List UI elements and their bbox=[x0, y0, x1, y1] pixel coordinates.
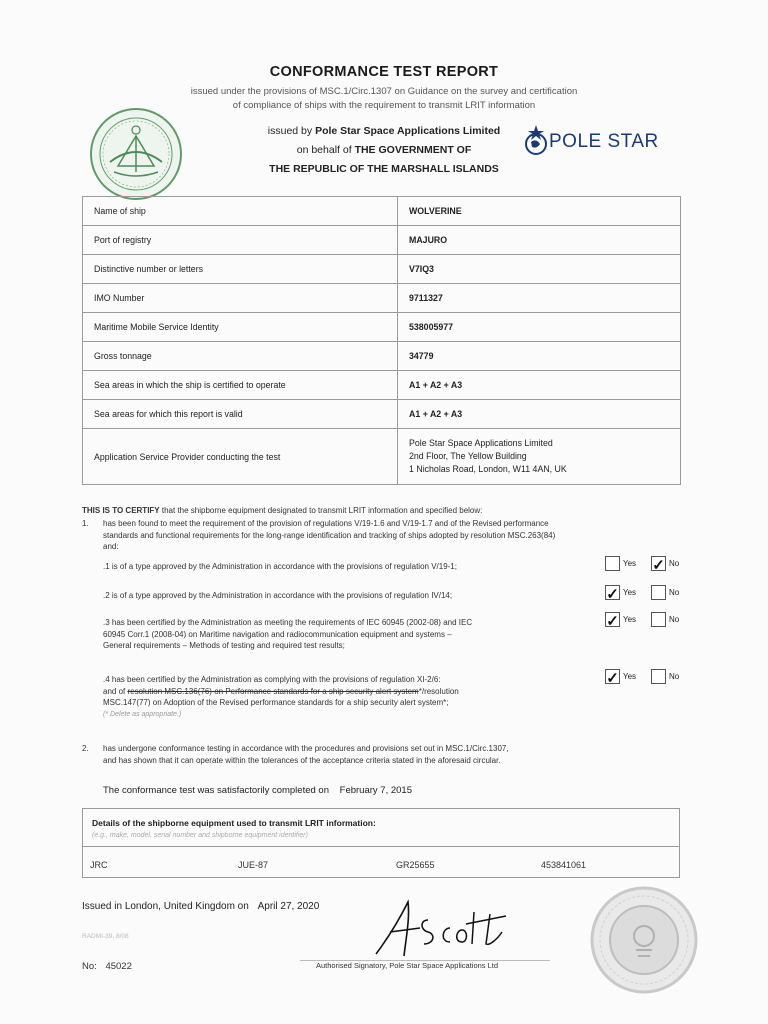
yes-label: Yes bbox=[623, 588, 637, 597]
ship-detail-value: 9711327 bbox=[398, 284, 681, 313]
asp-value bbox=[398, 429, 681, 485]
item-1-line-2: standards and functional requirements for the long-range identification and tracking of ships adopted by resolution MSC.263(84) bbox=[103, 530, 556, 540]
on-behalf-line bbox=[200, 144, 568, 156]
item-2-line-2: and has shown that it can operate within the tolerances of the acceptance criteria stated in the aforesaid circular. bbox=[103, 755, 501, 765]
no-checkbox[interactable] bbox=[651, 585, 666, 600]
delete-note: (* Delete as appropriate.) bbox=[103, 710, 182, 718]
issued-in-place: London, bbox=[124, 901, 161, 912]
ship-detail-value: WOLVERINE bbox=[398, 197, 681, 226]
certificate-number bbox=[82, 961, 132, 972]
ship-detail-label: Port of registry bbox=[83, 226, 398, 255]
on-behalf-prefix: on behalf of bbox=[296, 144, 352, 156]
item-2-text bbox=[103, 743, 683, 766]
item-1-line-3: and: bbox=[103, 542, 119, 551]
ship-detail-row bbox=[83, 342, 681, 371]
ship-detail-value: MAJURO bbox=[398, 226, 681, 255]
sub-3-text bbox=[103, 617, 593, 652]
checkmark-icon: ✓ bbox=[606, 586, 619, 603]
issued-in-country: United Kingdom on bbox=[163, 901, 249, 912]
ship-detail-label: Gross tonnage bbox=[83, 342, 398, 371]
signature-mark bbox=[366, 898, 516, 960]
pole-star-logo-text: POLE STAR bbox=[549, 131, 659, 152]
sub-4-text bbox=[103, 674, 593, 720]
sub-4-struck-prefix: and of bbox=[103, 686, 126, 696]
sub-1-text: .1 is of a type approved by the Administration in accordance with the provisions of regulation V/19-1; bbox=[103, 562, 457, 571]
asp-line-1: Pole Star Space Applications Limited bbox=[409, 438, 553, 448]
signature-label: Authorised Signatory, Pole Star Space Applications Ltd bbox=[316, 961, 499, 970]
yes-checkbox[interactable] bbox=[605, 556, 620, 571]
ship-detail-label: Sea areas for which this report is valid bbox=[83, 400, 398, 429]
yes-checkbox[interactable] bbox=[605, 585, 620, 603]
issued-by-company: Pole Star Space Applications Limited bbox=[315, 125, 501, 137]
marshall-islands-seal-icon bbox=[88, 106, 184, 202]
embossed-seal-icon bbox=[588, 884, 700, 996]
certify-lead: THIS IS TO CERTIFY bbox=[82, 506, 160, 515]
yes-label: Yes bbox=[623, 615, 637, 624]
issued-in-prefix: Issued in bbox=[82, 901, 123, 912]
issued-by-prefix: issued by bbox=[267, 125, 313, 137]
no-checkbox[interactable] bbox=[651, 612, 666, 627]
no-checkbox[interactable] bbox=[651, 556, 666, 574]
sub-3-line-2: 60945 Corr.1 (2008-04) on Maritime navigation and radiocommunication equipment and systems – bbox=[103, 629, 452, 639]
sub-4-line-2-end: */resolution bbox=[418, 686, 459, 696]
subtitle-line-1: issued under the provisions of MSC.1/Circ.1307 on Guidance on the survey and certification bbox=[190, 86, 578, 97]
equipment-divider bbox=[82, 846, 680, 847]
ship-detail-row bbox=[83, 313, 681, 342]
ship-detail-row bbox=[83, 197, 681, 226]
equipment-identifier: 453841061 bbox=[541, 860, 587, 870]
sub-4-line-1: .4 has been certified by the Administration as complying with the provisions of regulation XI-2/6: bbox=[103, 675, 441, 684]
item-2-line-1: has undergone conformance testing in accordance with the procedures and provisions set out in MSC.1/Circ.1307, bbox=[103, 744, 509, 753]
ship-detail-row bbox=[83, 284, 681, 313]
ship-detail-row bbox=[83, 226, 681, 255]
ship-detail-value: A1 + A2 + A3 bbox=[398, 400, 681, 429]
sub-4-line-2 bbox=[103, 686, 593, 698]
asp-line-2: 2nd Floor, The Yellow Building bbox=[409, 451, 527, 461]
checkmark-icon: ✓ bbox=[606, 670, 619, 687]
item-2-number: 2. bbox=[82, 744, 89, 753]
asp-label: Application Service Provider conducting the test bbox=[83, 429, 398, 485]
ship-detail-label: Sea areas in which the ship is certified to operate bbox=[83, 371, 398, 400]
completion-date: February 7, 2015 bbox=[339, 785, 412, 796]
republic-line: THE REPUBLIC OF THE MARSHALL ISLANDS bbox=[269, 163, 499, 175]
issued-date: April 27, 2020 bbox=[257, 901, 320, 912]
sub-2-text: .2 is of a type approved by the Administration in accordance with the provisions of regulation IV/14; bbox=[103, 591, 453, 600]
sub-3-line-3: General requirements – Methods of testing and required test results; bbox=[103, 641, 345, 650]
ship-detail-value: A1 + A2 + A3 bbox=[398, 371, 681, 400]
no-label: No bbox=[669, 672, 680, 681]
pole-star-logo-icon bbox=[523, 124, 549, 158]
sub-4-struck-text: resolution MSC.136(76) on Performance standards for a ship security alert system bbox=[127, 686, 419, 696]
checkmark-icon: ✓ bbox=[606, 613, 619, 630]
on-behalf-of: THE GOVERNMENT OF bbox=[354, 144, 472, 156]
completion-line bbox=[103, 785, 412, 796]
ship-detail-label: Distinctive number or letters bbox=[83, 255, 398, 284]
certify-intro-text: that the shipborne equipment designated to transmit LRIT information and specified below: bbox=[161, 506, 483, 515]
ship-detail-label: IMO Number bbox=[83, 284, 398, 313]
yes-label: Yes bbox=[623, 672, 637, 681]
form-code: RADMI-39, 8/08 bbox=[82, 933, 129, 940]
issued-by-line bbox=[200, 125, 568, 137]
issued-in-line bbox=[82, 901, 319, 912]
asp-line-3: 1 Nicholas Road, London, W11 4AN, UK bbox=[409, 464, 567, 474]
ship-detail-row bbox=[83, 371, 681, 400]
certify-intro bbox=[82, 505, 682, 517]
completion-text: The conformance test was satisfactorily completed on bbox=[103, 785, 329, 796]
number-value: 45022 bbox=[105, 961, 132, 972]
ship-details-table bbox=[82, 196, 681, 485]
equipment-make: JRC bbox=[90, 860, 108, 870]
ship-detail-row bbox=[83, 400, 681, 429]
yes-label: Yes bbox=[623, 559, 637, 568]
no-label: No bbox=[669, 559, 680, 568]
no-checkbox[interactable] bbox=[651, 669, 666, 684]
equipment-title: Details of the shipborne equipment used to transmit LRIT information: bbox=[92, 818, 376, 828]
yes-checkbox[interactable] bbox=[605, 669, 620, 687]
item-1-text bbox=[103, 518, 683, 553]
sub-3-line-1: .3 has been certified by the Administration as meeting the requirements of IEC 60945 (2002-08) and IEC bbox=[103, 618, 473, 627]
no-label: No bbox=[669, 615, 680, 624]
no-label: No bbox=[669, 588, 680, 597]
ship-detail-row bbox=[83, 255, 681, 284]
item-1-number: 1. bbox=[82, 519, 89, 528]
subtitle-line-2: of compliance of ships with the requirement to transmit LRIT information bbox=[232, 100, 536, 111]
yes-checkbox[interactable] bbox=[605, 612, 620, 630]
ship-detail-value: 538005977 bbox=[398, 313, 681, 342]
equipment-model: JUE-87 bbox=[238, 860, 269, 870]
asp-row bbox=[83, 429, 681, 485]
ship-detail-label: Maritime Mobile Service Identity bbox=[83, 313, 398, 342]
ship-detail-value: 34779 bbox=[398, 342, 681, 371]
item-1-line-1: has been found to meet the requirement of the provision of regulations V/19-1.6 and V/19-1.7 and of the Revised performance bbox=[103, 519, 549, 528]
ship-detail-label: Name of ship bbox=[83, 197, 398, 226]
equipment-serial: GR25655 bbox=[396, 860, 435, 870]
checkmark-icon: ✓ bbox=[652, 557, 665, 574]
document-title: CONFORMANCE TEST REPORT bbox=[269, 64, 499, 80]
ship-detail-value: V7IQ3 bbox=[398, 255, 681, 284]
equipment-hint: (e.g., make, model, serial number and shipborne equipment identifier) bbox=[92, 832, 308, 839]
number-label: No: bbox=[82, 961, 97, 972]
sub-4-line-3: MSC.147(77) on Adoption of the Revised performance standards for a ship security alert system*; bbox=[103, 698, 449, 707]
